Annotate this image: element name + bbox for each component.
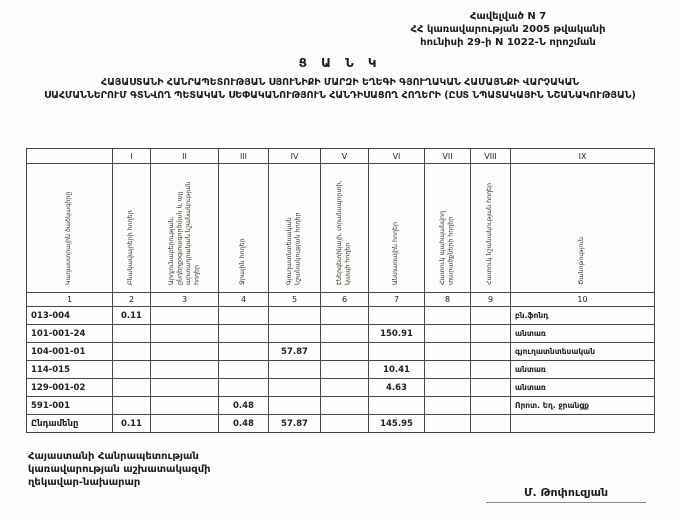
area-value-cell [471, 415, 511, 433]
area-value-cell [113, 397, 151, 415]
area-value-cell [219, 343, 269, 361]
doc-subtitle-line-1: ՀԱՅԱՍՏԱՆԻ ՀԱՆՐԱՊԵՏՈՒԹՅԱՆ ՍՅՈՒՆԻՔԻ ՄԱՐԶԻ ԵՂԵԳԻ ԳՅՈՒՂԱԿԱՆ ՀԱՄԱՅՆՔԻ ՎԱՐՉԱԿԱՆ [100, 77, 580, 88]
area-value-cell [321, 397, 369, 415]
table-row [27, 379, 655, 397]
column-header [321, 164, 369, 293]
area-value-cell [219, 361, 269, 379]
column-number: 2 [113, 293, 151, 307]
table-row [27, 343, 655, 361]
area-value-cell [113, 325, 151, 343]
column-number: 4 [219, 293, 269, 307]
area-value-cell [219, 379, 269, 397]
page-title: Ց Ա Ն Կ [298, 56, 382, 70]
cadastral-code-cell: 591-001 [27, 397, 113, 415]
column-header [113, 164, 151, 293]
doc-subtitle-line-2: ՍԱՀՄԱՆՆԵՐՈՒՄ ԳՏՆՎՈՂ ՊԵՏԱԿԱՆ ՍԵՓԱԿԱՆՈՒԹՅՈՒՆ ՀԱՆԴԻՍԱՑՈՂ ՀՈՂԵՐԻ (ԸՍՏ ՆՊԱՏԱԿԱՅԻՆ ՆՇԱՆԱԿՈՒԹՅԱՆ) [44, 90, 636, 102]
column-header-label: Հատուկ պահպանվող տարածքների հողեր [439, 211, 455, 285]
area-value-cell [425, 379, 471, 397]
column-header [269, 164, 321, 293]
area-value-cell [369, 397, 425, 415]
area-value-cell [113, 343, 151, 361]
column-header [27, 164, 113, 293]
area-value-cell [369, 307, 425, 325]
area-value-cell [151, 379, 219, 397]
area-value-cell: 150.91 [369, 325, 425, 343]
area-value-cell: 57.87 [269, 343, 321, 361]
column-header-label: Անտառային հողեր [392, 222, 400, 285]
column-header-label: Էներգետիկայի, տրանսպորտի, կապի հողեր [336, 180, 352, 285]
roman-numeral: III [219, 149, 269, 164]
area-value-cell [321, 361, 369, 379]
area-value-cell [425, 325, 471, 343]
column-header-label: Հատուկ նշանակության հողեր [486, 182, 494, 285]
note-cell: գյուղատնտեսական [511, 343, 655, 361]
appendix-line-2: ՀՀ կառավարության 2005 թվականի [410, 24, 606, 35]
authority-line-3: ղեկավար-նախարար [28, 477, 141, 488]
roman-numeral-row [27, 149, 655, 164]
area-value-cell: 4.63 [369, 379, 425, 397]
area-value-cell [369, 343, 425, 361]
area-value-cell [219, 325, 269, 343]
column-header-label: Բնակավայրերի հողեր [127, 210, 135, 285]
note-cell: բն.ֆոնդ [511, 307, 655, 325]
area-value-cell: 10.41 [369, 361, 425, 379]
appendix-block [358, 10, 658, 49]
area-value-cell: 0.11 [113, 307, 151, 325]
column-number: 7 [369, 293, 425, 307]
area-value-cell [269, 307, 321, 325]
area-value-cell [151, 415, 219, 433]
column-header [369, 164, 425, 293]
area-value-cell [471, 343, 511, 361]
area-value-cell: 0.11 [113, 415, 151, 433]
rotated-header-row [27, 164, 655, 293]
area-value-cell [269, 325, 321, 343]
area-value-cell [321, 325, 369, 343]
area-value-cell [471, 307, 511, 325]
table-row [27, 361, 655, 379]
cadastral-code-cell: Ընդամենը [27, 415, 113, 433]
column-header-label: Գյուղատնտեսական նշանակության հողեր [286, 212, 302, 285]
column-number: 6 [321, 293, 369, 307]
roman-numeral: IV [269, 149, 321, 164]
area-value-cell [151, 343, 219, 361]
note-cell: Որոտ. Եղ. ջրանցք [511, 397, 655, 415]
area-value-cell [321, 379, 369, 397]
area-value-cell: 145.95 [369, 415, 425, 433]
authority-line-2: կառավարության աշխատակազմի [28, 464, 211, 475]
cadastral-code-cell: 129-001-02 [27, 379, 113, 397]
roman-numeral: II [151, 149, 219, 164]
roman-numeral: V [321, 149, 369, 164]
area-value-cell [151, 325, 219, 343]
doc-subtitle [18, 76, 662, 103]
note-cell: անտառ [511, 361, 655, 379]
note-cell [511, 415, 655, 433]
roman-numeral [27, 149, 113, 164]
land-table [26, 148, 655, 433]
column-header [151, 164, 219, 293]
roman-numeral: VII [425, 149, 471, 164]
table-row [27, 307, 655, 325]
signature-name: Մ. Թոփուզյան [486, 486, 646, 503]
column-header-label: Կադաստրային ծածկագիրը [65, 191, 73, 285]
area-value-cell [425, 397, 471, 415]
area-value-cell [269, 361, 321, 379]
area-value-cell [113, 379, 151, 397]
column-header [219, 164, 269, 293]
note-cell: անտառ [511, 379, 655, 397]
area-value-cell: 0.48 [219, 397, 269, 415]
area-value-cell [425, 307, 471, 325]
note-cell: անտառ [511, 325, 655, 343]
column-header [471, 164, 511, 293]
column-header-label: Արդյունաբերության, ընդերքօգտագործման և այլ արտադրական նշանակության հողեր [167, 181, 200, 285]
column-number: 10 [511, 293, 655, 307]
area-value-cell: 0.48 [219, 415, 269, 433]
column-header-label: Ջրային հողեր [239, 238, 247, 285]
column-number: 1 [27, 293, 113, 307]
area-value-cell [151, 307, 219, 325]
area-value-cell [151, 361, 219, 379]
cadastral-code-cell: 104-001-01 [27, 343, 113, 361]
column-number-row [27, 293, 655, 307]
area-value-cell [425, 343, 471, 361]
cadastral-code-cell: 013-004 [27, 307, 113, 325]
roman-numeral: VI [369, 149, 425, 164]
column-number: 8 [425, 293, 471, 307]
area-value-cell [471, 325, 511, 343]
table-row [27, 325, 655, 343]
roman-numeral: IX [511, 149, 655, 164]
area-value-cell [471, 397, 511, 415]
area-value-cell [425, 415, 471, 433]
area-value-cell [113, 361, 151, 379]
cadastral-code-cell: 101-001-24 [27, 325, 113, 343]
column-header-label: Ծանոթություն [578, 236, 586, 285]
area-value-cell [151, 397, 219, 415]
area-value-cell [471, 361, 511, 379]
area-value-cell [269, 397, 321, 415]
area-value-cell [219, 307, 269, 325]
column-number: 9 [471, 293, 511, 307]
area-value-cell [471, 379, 511, 397]
roman-numeral: I [113, 149, 151, 164]
area-value-cell [321, 343, 369, 361]
column-number: 3 [151, 293, 219, 307]
area-value-cell [321, 415, 369, 433]
appendix-line-3: հունիսի 29-ի N 1022-Ն որոշման [420, 37, 596, 48]
area-value-cell [269, 379, 321, 397]
signing-authority-block [28, 450, 211, 489]
column-number: 5 [269, 293, 321, 307]
area-value-cell [321, 307, 369, 325]
total-row [27, 415, 655, 433]
area-value-cell [425, 361, 471, 379]
roman-numeral: VIII [471, 149, 511, 164]
area-value-cell: 57.87 [269, 415, 321, 433]
column-header [425, 164, 471, 293]
appendix-line-1: Հավելված N 7 [469, 11, 547, 22]
table-row [27, 397, 655, 415]
authority-line-1: Հայաստանի Հանրապետության [28, 451, 199, 462]
cadastral-code-cell: 114-015 [27, 361, 113, 379]
column-header [511, 164, 655, 293]
